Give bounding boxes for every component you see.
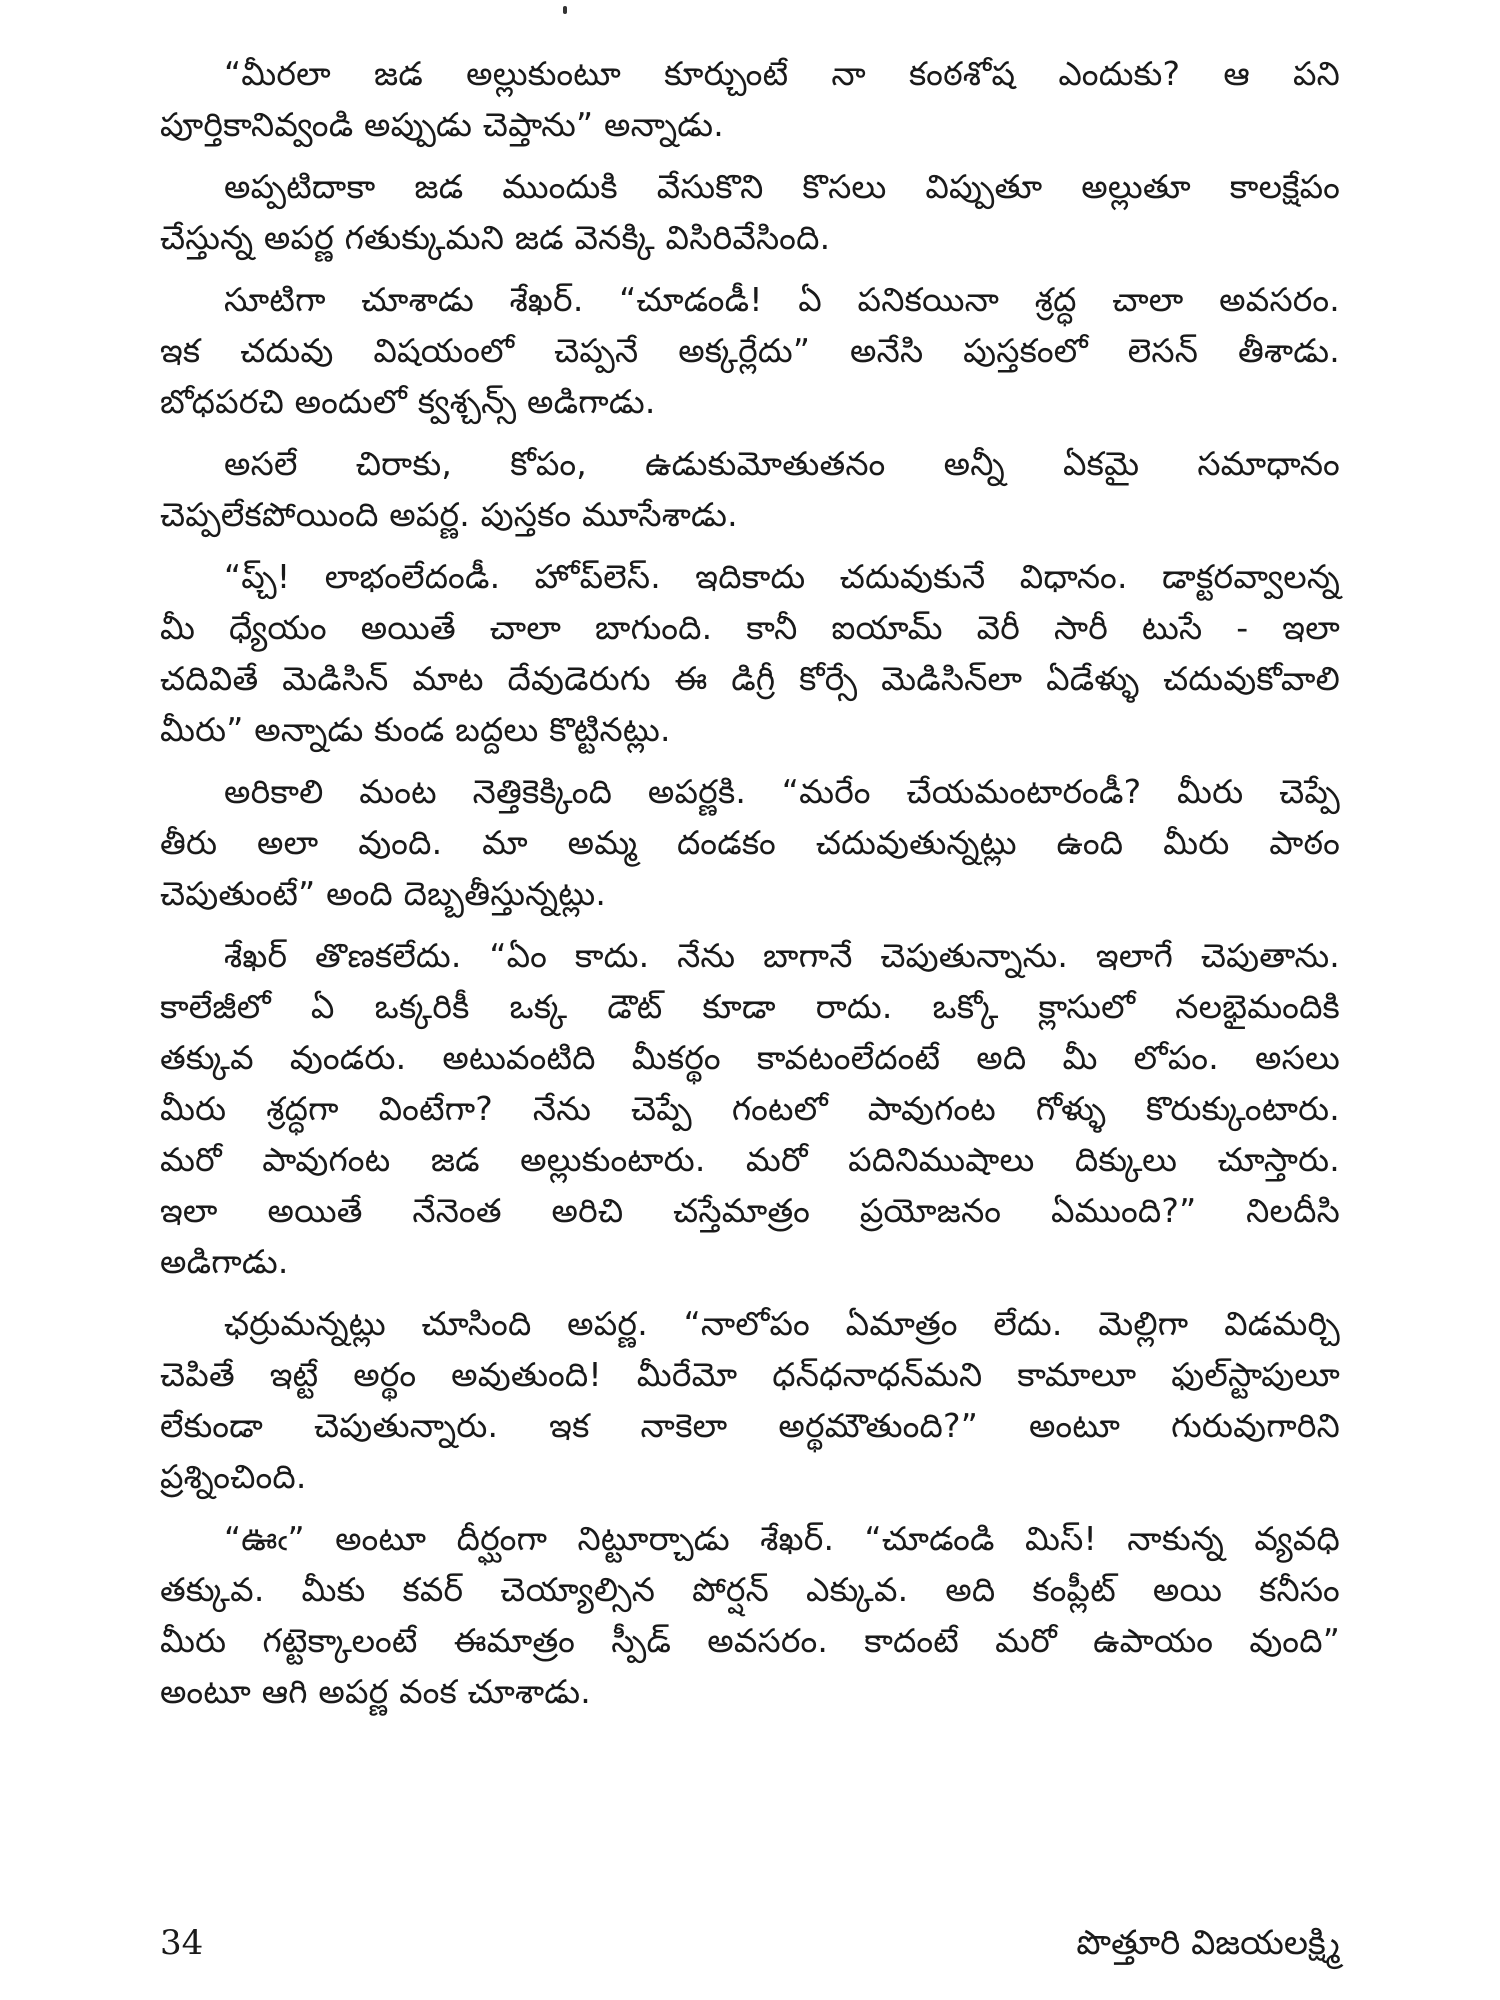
body-text (160, 48, 1340, 1717)
author-name: పొత్తూరి విజయలక్ష్మి (1076, 1923, 1340, 1963)
text-line: మరో పావుగంట జడ అల్లుకుంటారు. మరో పదినిముషాలు దిక్కులు చూస్తారు. (160, 1140, 1340, 1179)
text-line: “ఊఁ” అంటూ దీర్ఘంగా నిట్టూర్చాడు శేఖర్. “చూడండి మిస్! నాకున్న వ్యవధి (224, 1519, 1340, 1558)
text-line: ఇక చదువు విషయంలో చెప్పనే అక్కర్లేదు” అనేసి పుస్తకంలో లెసన్ తీశాడు. (160, 331, 1340, 370)
text-line: మీరు” అన్నాడు కుండ బద్దలు కొట్టినట్లు. (160, 710, 671, 749)
text-line: మీ ధ్యేయం అయితే చాలా బాగుంది. కానీ ఐయామ్ వెరీ సారీ టుసే - ఇలా (160, 608, 1340, 647)
text-line: పూర్తికానివ్వండి అప్పుడు చెప్తాను” అన్నాడు. (160, 105, 724, 144)
text-line: అరికాలి మంట నెత్తికెక్కింది అపర్ణకి. “మరేం చేయమంటారండీ? మీరు చెప్పే (224, 772, 1340, 811)
text-line: కాలేజీలో ఏ ఒక్కరికీ ఒక్క డౌట్ కూడా రాదు. ఒక్కో క్లాసులో నలభైమందికి (160, 987, 1340, 1026)
text-line: “ప్చ్! లాభంలేదండీ. హోప్‌లెస్. ఇదికాదు చదువుకునే విధానం. డాక్టరవ్వాలన్న (224, 557, 1340, 596)
text-line: చేస్తున్న అపర్ణ గతుక్కుమని జడ వెనక్కి విసిరివేసింది. (160, 218, 831, 257)
paragraph-7 (160, 930, 1340, 1287)
text-line: “మీరలా జడ అల్లుకుంటూ కూర్చుంటే నా కంఠశోష ఎందుకు? ఆ పని (224, 54, 1340, 93)
paragraph-9 (160, 1513, 1340, 1717)
paragraph-2 (160, 161, 1340, 263)
text-line: తీరు అలా వుంది. మా అమ్మ దండకం చదువుతున్నట్లు ఉంది మీరు పాఠం (160, 823, 1340, 862)
text-line: చెప్పలేకపోయింది అపర్ణ. పుస్తకం మూసేశాడు. (160, 495, 738, 534)
paragraph-8 (160, 1298, 1340, 1502)
text-line: లేకుండా చెపుతున్నారు. ఇక నాకెలా అర్థమౌతుంది?” అంటూ గురువుగారిని (160, 1406, 1340, 1445)
page-footer (160, 1918, 1340, 1968)
text-line: ఛర్రుమన్నట్లు చూసింది అపర్ణ. “నాలోపం ఏమాత్రం లేదు. మెల్లిగా విడమర్చి (224, 1304, 1340, 1343)
text-line: మీరు శ్రద్ధగా వింటేగా? నేను చెప్పే గంటలో పావుగంట గోళ్ళు కొరుక్కుంటారు. (160, 1089, 1340, 1128)
text-line: సూటిగా చూశాడు శేఖర్. “చూడండీ! ఏ పనికయినా శ్రద్ధ చాలా అవసరం. (224, 280, 1340, 319)
paragraph-5 (160, 551, 1340, 755)
paragraph-6 (160, 766, 1340, 919)
text-line: అడిగాడు. (160, 1242, 289, 1281)
text-line: ప్రశ్నించింది. (160, 1457, 307, 1496)
text-line: మీరు గట్టెక్కాలంటే ఈమాత్రం స్పీడ్ అవసరం. కాదంటే మరో ఉపాయం వుంది” (160, 1621, 1340, 1660)
text-line: అప్పటిదాకా జడ ముందుకి వేసుకొని కొసలు విప్పుతూ అల్లుతూ కాలక్షేపం (224, 167, 1340, 206)
text-line: ఇలా అయితే నేనెంత అరిచి చస్తేమాత్రం ప్రయోజనం ఏముంది?” నిలదీసి (160, 1191, 1340, 1230)
text-line: బోధపరచి అందులో క్వశ్చన్స్ అడిగాడు. (160, 382, 656, 421)
print-speck (563, 6, 567, 14)
page-number: 34 (160, 1923, 204, 1963)
text-line: తక్కువ వుండరు. అటువంటిది మీకర్థం కావటంలేదంటే అది మీ లోపం. అసలు (160, 1038, 1340, 1077)
paragraph-3 (160, 274, 1340, 427)
text-line: చెపితే ఇట్టే అర్థం అవుతుంది! మీరేమో ధన్‌ధనాధన్‌మని కామాలూ ఫుల్‌స్టాపులూ (160, 1355, 1340, 1394)
text-line: అంటూ ఆగి అపర్ణ వంక చూశాడు. (160, 1672, 591, 1711)
text-line: తక్కువ. మీకు కవర్ చెయ్యాల్సిన పోర్షన్ ఎక్కువ. అది కంప్లీట్ అయి కనీసం (160, 1570, 1340, 1609)
paragraph-4 (160, 438, 1340, 540)
text-line: చదివితే మెడిసిన్ మాట దేవుడెరుగు ఈ డిగ్రీ కోర్సే మెడిసిన్‌లా ఏడేళ్ళు చదువుకోవాలి (160, 659, 1340, 698)
text-line: శేఖర్ తొణకలేదు. “ఏం కాదు. నేను బాగానే చెపుతున్నాను. ఇలాగే చెపుతాను. (224, 936, 1340, 975)
paragraph-1 (160, 48, 1340, 150)
text-line: చెపుతుంటే” అంది దెబ్బతీస్తున్నట్లు. (160, 874, 607, 913)
text-line: అసలే చిరాకు, కోపం, ఉడుకుమోతుతనం అన్నీ ఏకమై సమాధానం (224, 444, 1340, 483)
